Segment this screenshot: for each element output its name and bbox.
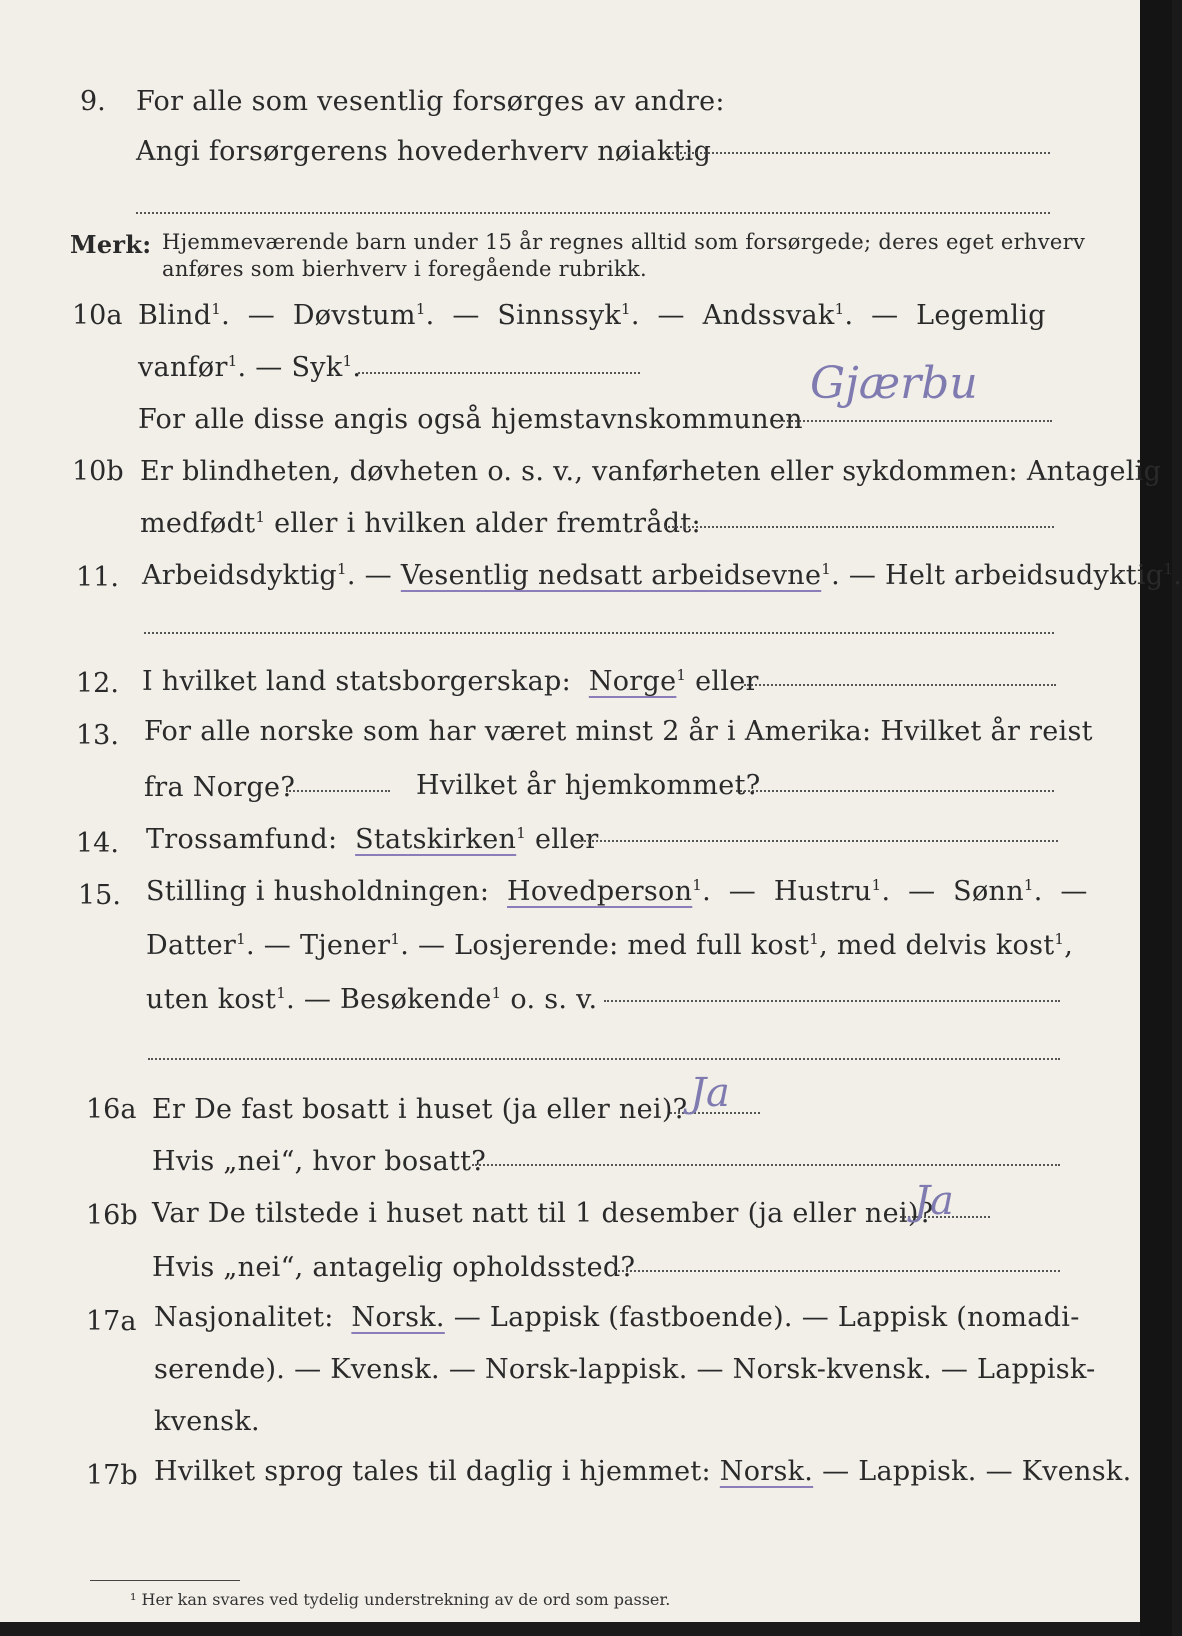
q10a-number: 10a	[72, 300, 123, 331]
q16b-handwritten-answer: Ja	[914, 1178, 954, 1224]
q11-line: Arbeidsdyktig$^1$. — Vesentlig nedsatt arbeidsevne$^1$. — Helt arbeidsudyktig$^1$.	[142, 560, 1182, 591]
q17a-number: 17a	[86, 1306, 137, 1337]
q15-line2: Datter$^1$. — Tjener$^1$. — Losjerende: med full kost$^1$, med delvis kost$^1$,	[146, 930, 1074, 961]
q16b-opholdssted-field[interactable]	[614, 1270, 1060, 1272]
q16a-number: 16a	[86, 1094, 137, 1125]
footnote-rule	[90, 1580, 240, 1581]
q10a-line1: Blind$^1$. — Døvstum$^1$. — Sinnssyk$^1$. — Andssvak$^1$. — Legemlig	[138, 300, 1046, 331]
q15-number: 15.	[78, 880, 121, 911]
merk-label: Merk:	[70, 230, 152, 259]
q10a-syk-field[interactable]	[358, 372, 640, 374]
q17b-number: 17b	[86, 1460, 138, 1491]
q13-number: 13.	[76, 720, 119, 751]
q13-line1: For alle norske som har været minst 2 år i Amerika: Hvilket år reist	[144, 716, 1093, 747]
q9-answer-field[interactable]	[668, 152, 1050, 154]
q15-line1: Stilling i husholdningen: Hovedperson$^1$. — Hustru$^1$. — Sønn$^1$. —	[146, 876, 1088, 907]
merk-line1: Hjemmeværende barn under 15 år regnes alltid som forsørgede; deres eget erhverv	[162, 230, 1086, 254]
q14-answer-field[interactable]	[572, 840, 1058, 842]
q10a-hjemstavn-field[interactable]	[776, 420, 1052, 422]
q9-number: 9.	[80, 86, 106, 117]
q11-number: 11.	[76, 562, 119, 593]
q16a-handwritten-answer: Ja	[690, 1070, 730, 1116]
q12-number: 12.	[76, 668, 119, 699]
q11-answer-field[interactable]	[144, 632, 1054, 634]
q13-hjemkommet-field[interactable]	[736, 790, 1054, 792]
q9-line1: For alle som vesentlig forsørges av andre:	[136, 86, 725, 117]
q10b-answer-field[interactable]	[664, 526, 1054, 528]
q10a-line3: For alle disse angis også hjemstavnskommunen	[138, 404, 803, 435]
footnote: ¹ Her kan svares ved tydelig understrekning av de ord som passer.	[130, 1590, 671, 1609]
q12-answer-field[interactable]	[744, 684, 1056, 686]
q9-line2: Angi forsørgerens hovederhverv nøiaktig	[136, 136, 712, 167]
q15-answer-field[interactable]	[604, 1000, 1060, 1002]
q16b-line1: Var De tilstede i huset natt til 1 desember (ja eller nei)?	[152, 1198, 934, 1229]
q16a-line1: Er De fast bosatt i huset (ja eller nei)?	[152, 1094, 688, 1125]
q13-reist-field[interactable]	[286, 790, 390, 792]
q17a-line1: Nasjonalitet: Norsk. — Lappisk (fastboende). — Lappisk (nomadi-	[154, 1302, 1080, 1333]
q17b-line: Hvilket sprog tales til daglig i hjemmet: Norsk. — Lappisk. — Kvensk.	[154, 1456, 1132, 1487]
q17a-line2: serende). — Kvensk. — Norsk-lappisk. — Norsk-kvensk. — Lappisk-	[154, 1354, 1096, 1385]
q10b-number: 10b	[72, 456, 124, 487]
merk-line2: anføres som bierhverv i foregående rubrikk.	[162, 257, 647, 281]
q16b-number: 16b	[86, 1200, 138, 1231]
scan-border	[1140, 0, 1172, 1636]
q13-line2a: fra Norge?	[144, 772, 296, 803]
q10a-handwritten-answer: Gjærbu	[810, 358, 978, 409]
q17a-line3: kvensk.	[154, 1406, 260, 1437]
q15-line3: uten kost$^1$. — Besøkende$^1$ o. s. v.	[146, 984, 598, 1015]
q10b-line1: Er blindheten, døvheten o. s. v., vanførheten eller sykdommen: Antagelig	[140, 456, 1162, 487]
q16b-line2: Hvis „nei“, antagelig opholdssted?	[152, 1252, 636, 1283]
q14-number: 14.	[76, 828, 119, 859]
q10b-line2: medfødt$^1$ eller i hvilken alder fremtrådt:	[140, 508, 701, 539]
q14-line: Trossamfund: Statskirken$^1$ eller	[146, 824, 599, 855]
q9-answer-field-2[interactable]	[136, 212, 1050, 214]
q16a-line2: Hvis „nei“, hvor bosatt?	[152, 1146, 487, 1177]
q13-line2b: Hvilket år hjemkommet?	[416, 770, 761, 801]
q12-line: I hvilket land statsborgerskap: Norge$^1$ eller	[142, 666, 759, 697]
q10a-line2: vanfør$^1$. — Syk$^1$.	[138, 352, 362, 383]
q16a-bosatt-field[interactable]	[472, 1164, 1060, 1166]
q15-answer-field-2[interactable]	[148, 1058, 1060, 1060]
